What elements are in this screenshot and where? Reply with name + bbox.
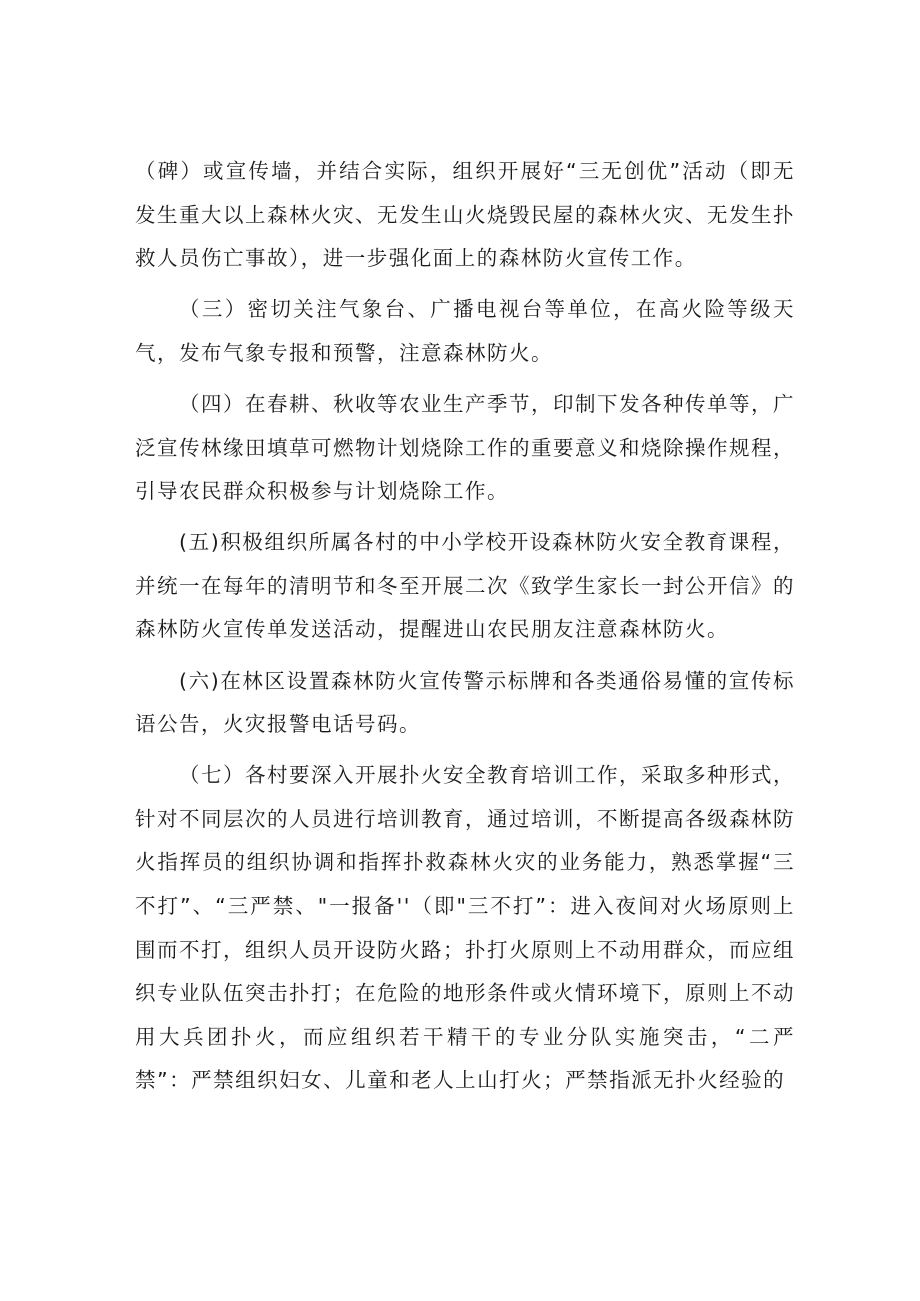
paragraph-continuation: （碑）或宣传墙，并结合实际，组织开展好“三无创优”活动（即无发生重大以上森林火灾、无发生山火烧毁民屋的森林火灾、无发生扑救人员伤亡事故），进一步强化面上的森林防火宣传工作。 — [135, 159, 795, 271]
document-body — [135, 150, 795, 1110]
paragraph-7: （七）各村要深入开展扑火安全教育培训工作，采取多种形式，针对不同层次的人员进行培训教育，通过培训，不断提高各级森林防火指挥员的组织协调和指挥扑救森林火灾的业务能力，熟悉掌握“三不打”、“三严禁、"一报备''（即"三不打”：进入夜间对火场原则上围而不打，组织人员开设防火路；扑打火原则上不动用群众，而应组织专业队伍突击扑打；在危险的地形条件或火情环境下，原则上不动用大兵团扑火，而应组织若干精干的专业分队实施突击，“二严禁”：严禁组织妇女、儿童和老人上山打火；严禁指派无扑火经验的 — [135, 763, 795, 1093]
paragraph-3: （三）密切关注气象台、广播电视台等单位，在高火险等级天气，发布气象专报和预警，注意森林防火。 — [135, 297, 795, 365]
paragraph-5: (五)积极组织所属各村的中小学校开设森林防火安全教育课程，并统一在每年的清明节和冬至开展二次《致学生家长一封公开信》的森林防火宣传单发送活动，提醒进山农民朋友注意森林防火。 — [135, 530, 795, 642]
paragraph-4: （四）在春耕、秋收等农业生产季节，印制下发各种传单等，广泛宣传林缘田填草可燃物计划烧除工作的重要意义和烧除操作规程，引导农民群众积极参与计划烧除工作。 — [135, 391, 795, 504]
paragraph-6: (六)在林区设置森林防火宣传警示标牌和各类通俗易懂的宣传标语公告，火灾报警电话号码。 — [135, 668, 795, 737]
